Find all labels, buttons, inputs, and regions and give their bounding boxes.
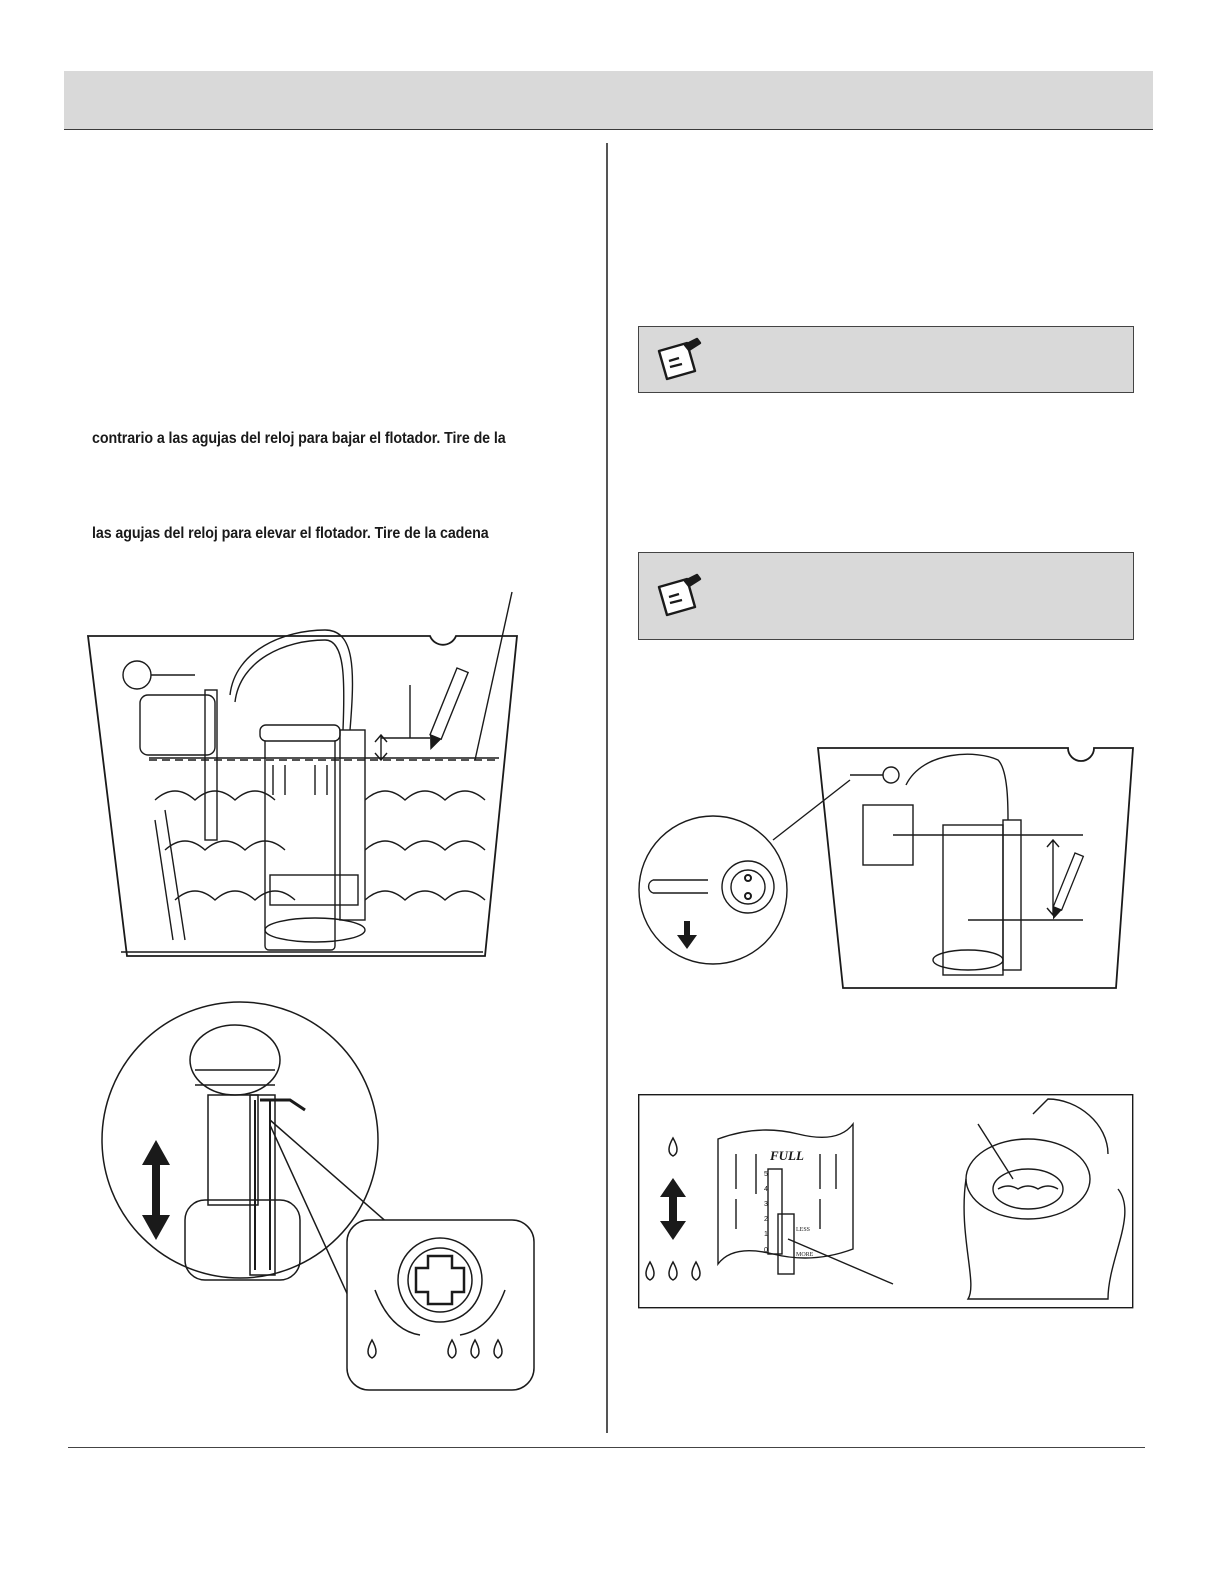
gauge-scale-number: 3 bbox=[764, 1201, 768, 1208]
note-pencil-icon bbox=[649, 567, 709, 627]
gauge-full-label: FULL bbox=[770, 1148, 804, 1163]
column-divider bbox=[606, 143, 608, 1433]
fill-valve-adjustment-figure bbox=[100, 1000, 540, 1395]
instruction-line-2: las agujas del reloj para elevar el flotador. Tire de la cadena bbox=[92, 525, 489, 542]
up-down-arrow-icon bbox=[142, 1140, 170, 1240]
pencil-icon bbox=[1049, 853, 1084, 921]
gauge-more-label: MORE bbox=[796, 1252, 814, 1258]
gauge-scale-number: 4 bbox=[764, 1186, 768, 1193]
gauge-less-label: LESS bbox=[796, 1227, 811, 1233]
section-header-band bbox=[64, 71, 1153, 130]
note-pencil-icon bbox=[649, 331, 709, 391]
note-box-1 bbox=[638, 326, 1134, 393]
note-box-2 bbox=[638, 552, 1134, 640]
down-arrow-icon bbox=[677, 921, 697, 949]
flush-adjustment-figure bbox=[638, 745, 1138, 990]
gauge-scale-number: 5 bbox=[764, 1171, 768, 1178]
footer-rule bbox=[68, 1447, 1145, 1448]
flush-volume-gauge-figure bbox=[638, 1094, 1134, 1309]
gauge-scale-number: 0 bbox=[764, 1247, 768, 1254]
instruction-line-1: contrario a las agujas del reloj para bajar el flotador. Tire de la bbox=[92, 430, 506, 447]
pencil-icon bbox=[425, 668, 468, 752]
tank-water-level-figure bbox=[85, 590, 525, 970]
gauge-scale-number: 1 bbox=[764, 1231, 768, 1238]
gauge-scale-number: 2 bbox=[764, 1216, 768, 1223]
